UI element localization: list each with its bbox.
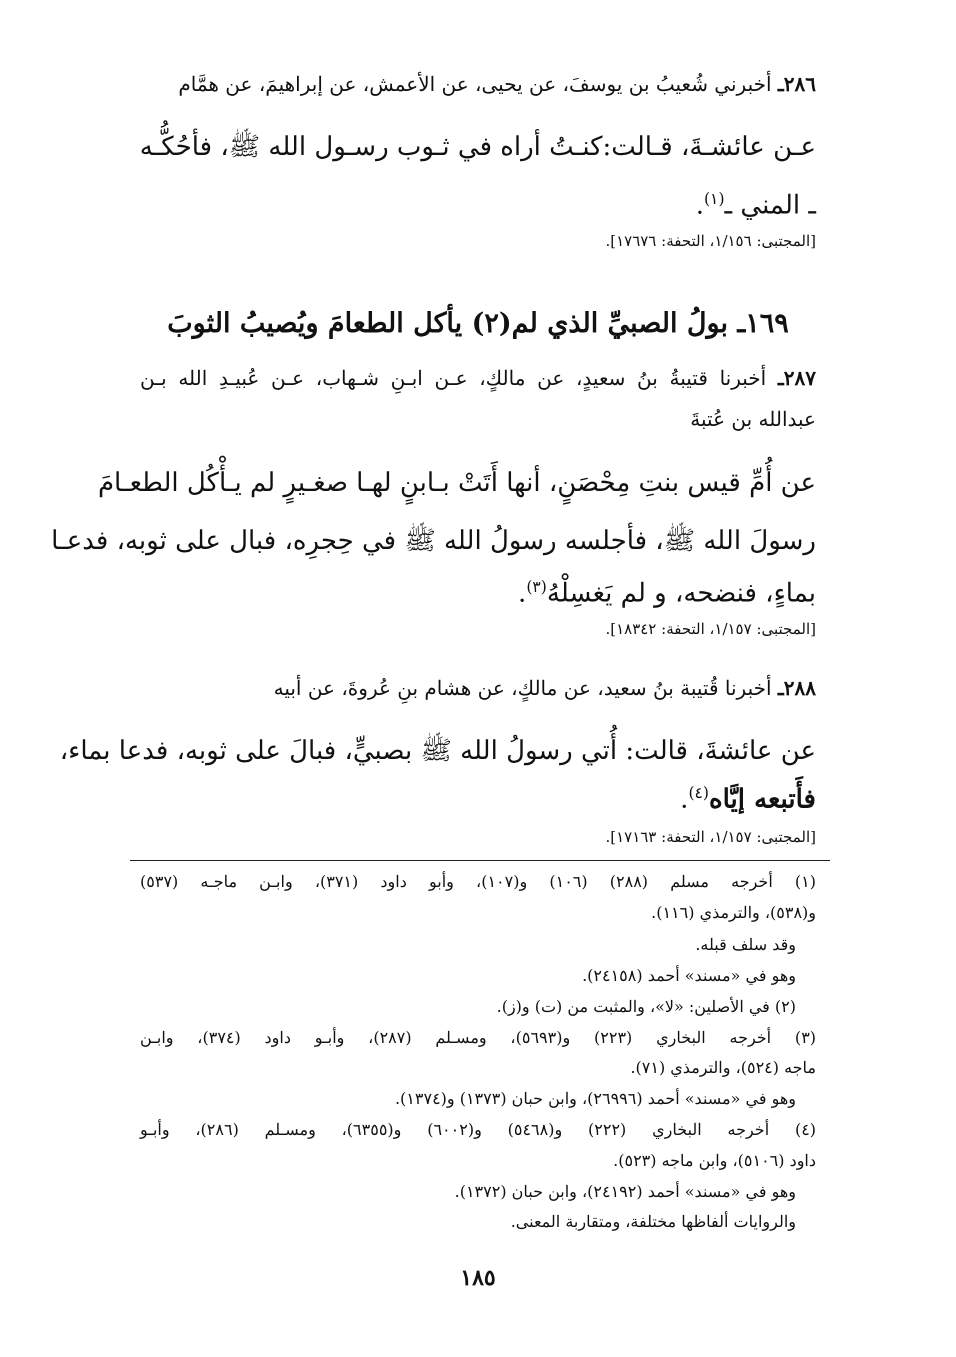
hadith-287-line3: عن أُمِّ قيس بنتِ مِحْصَنٍ، أنها أَتَتْ بـابنٍ لهـا صغـيرٍ لم يـأْكُل الطعـامَ — [97, 468, 816, 498]
footnote-line: والروايات ألفاظها مختلفة، ومتقاربة المعنى. — [510, 1212, 796, 1231]
footnote-marker: (٣) — [526, 578, 547, 596]
footnote-marker: (٤) — [688, 784, 710, 802]
hadith-288-line3: فأَتبعه إيَّاه$^{(٤)}$. — [680, 784, 816, 815]
hadith-286-line3: ـ المني ـ$^{(١)}$. — [695, 190, 816, 221]
footnote-line: وهو في «مسند» أحمد (٢٤١٩٢)، وابن حبان (١٣٧٢). — [454, 1182, 796, 1201]
isnad-text: أخبرنا قتيبةُ بنُ سعيدٍ، عن مالكٍ، عـن ابـنِ شـهاب، عـن عُبيـدِ الله بـن — [140, 366, 767, 390]
footnote-line: (٣) أخرجه البخاري (٢٢٣) و(٥٦٩٣)، ومسـلم (٢٨٧)، وأبـو داود (٣٧٤)، وابـن — [140, 1028, 817, 1047]
matn-text: ـ المني ـ — [724, 190, 816, 221]
footnote-line: وقد سلف قبله. — [695, 935, 796, 954]
hadith-number: ٢٨٦ـ — [777, 72, 816, 96]
hadith-287-line4: رسولَ الله ﷺ، فأجلسه رسولُ الله ﷺ في حِجرِه، فبال على ثوبه، فدعـا — [51, 526, 816, 556]
isnad-text: أخبرني شُعيبُ بن يوسفَ، عن يحيى، عن الأعمش، عن إبراهيمَ، عن همَّام — [178, 72, 772, 96]
footnote-line: (١) أخرجه مسلم (٢٨٨) (١٠٦) و(١٠٧)، وأبو داود (٣٧١)، وابـن ماجـه (٥٣٧) — [140, 872, 817, 891]
hadith-286-line1 — [140, 72, 816, 96]
hadith-288-line1 — [140, 676, 816, 700]
hadith-286-line2: عـن عائشـةَ، قـالت:كنـتُ أراه في ثـوب رسـول الله ﷺ، فأحُكُّـه — [139, 132, 816, 162]
hadith-287-line5: بماءٍ، فنضحه، و لم يَغسِلْهُ$^{(٣)}$. — [518, 578, 816, 609]
footnote-line: (٢) في الأصلين: «لا»، والمثبت من (ت) و(ز). — [496, 997, 796, 1016]
footnote-line: ماجه (٥٢٤)، والترمذي (٧١). — [630, 1058, 816, 1077]
footnote-separator — [130, 860, 830, 861]
hadith-number: ٢٨٨ـ — [777, 676, 816, 700]
page-number: ١٨٥ — [460, 1265, 496, 1291]
hadith-number: ٢٨٧ـ — [777, 366, 817, 390]
hadith-288-reference: [المجتبى: ١/١٥٧، التحفة: ١٧١٦٣]. — [605, 828, 816, 846]
footnote-line: وهو في «مسند» أحمد (٢٦٩٩٦)، وابن حبان (١٣٧٣) و(١٣٧٤). — [394, 1089, 796, 1108]
matn-text: بماءٍ، فنضحه، و لم يَغسِلْهُ — [546, 578, 816, 609]
footnote-line: وهو في «مسند» أحمد (٢٤١٥٨). — [582, 966, 796, 985]
matn-text: فأَتبعه إيَّاه — [709, 784, 816, 815]
footnote-line: (٤) أخرجه البخاري (٢٢٢) و(٥٤٦٨) و(٦٠٠٢) و(٦٣٥٥)، ومسـلم (٢٨٦)، وأبـو — [140, 1120, 817, 1139]
hadith-287-reference: [المجتبى: ١/١٥٧، التحفة: ١٨٣٤٢]. — [605, 620, 816, 638]
chapter-title: ١٦٩ـ بولُ الصبيِّ الذي لم(٢) يأكل الطعامَ ويُصيبُ الثوبَ — [167, 308, 789, 339]
footnote-line: و(٥٣٨)، والترمذي (١١٦). — [651, 903, 816, 922]
hadith-287-line2: عبدالله بن عُتبةَ — [690, 407, 816, 431]
isnad-text: أخبرنا قُتيبة بنُ سعيد، عن مالكٍ، عن هشام بنِ عُروةَ، عن أبيه — [273, 676, 772, 700]
hadith-287-line1 — [140, 366, 816, 390]
hadith-288-line2: عن عائشةَ، قالت: أُتي رسولُ الله ﷺ بصبيٍّ، فبالَ على ثوبه، فدعا بماء، — [59, 736, 816, 766]
footnote-line: داود (٥١٠٦)، وابن ماجه (٥٢٣). — [613, 1151, 816, 1170]
footnote-marker: (١) — [703, 190, 725, 208]
hadith-286-reference: [المجتبى: ١/١٥٦، التحفة: ١٧٦٧٦]. — [605, 232, 816, 250]
